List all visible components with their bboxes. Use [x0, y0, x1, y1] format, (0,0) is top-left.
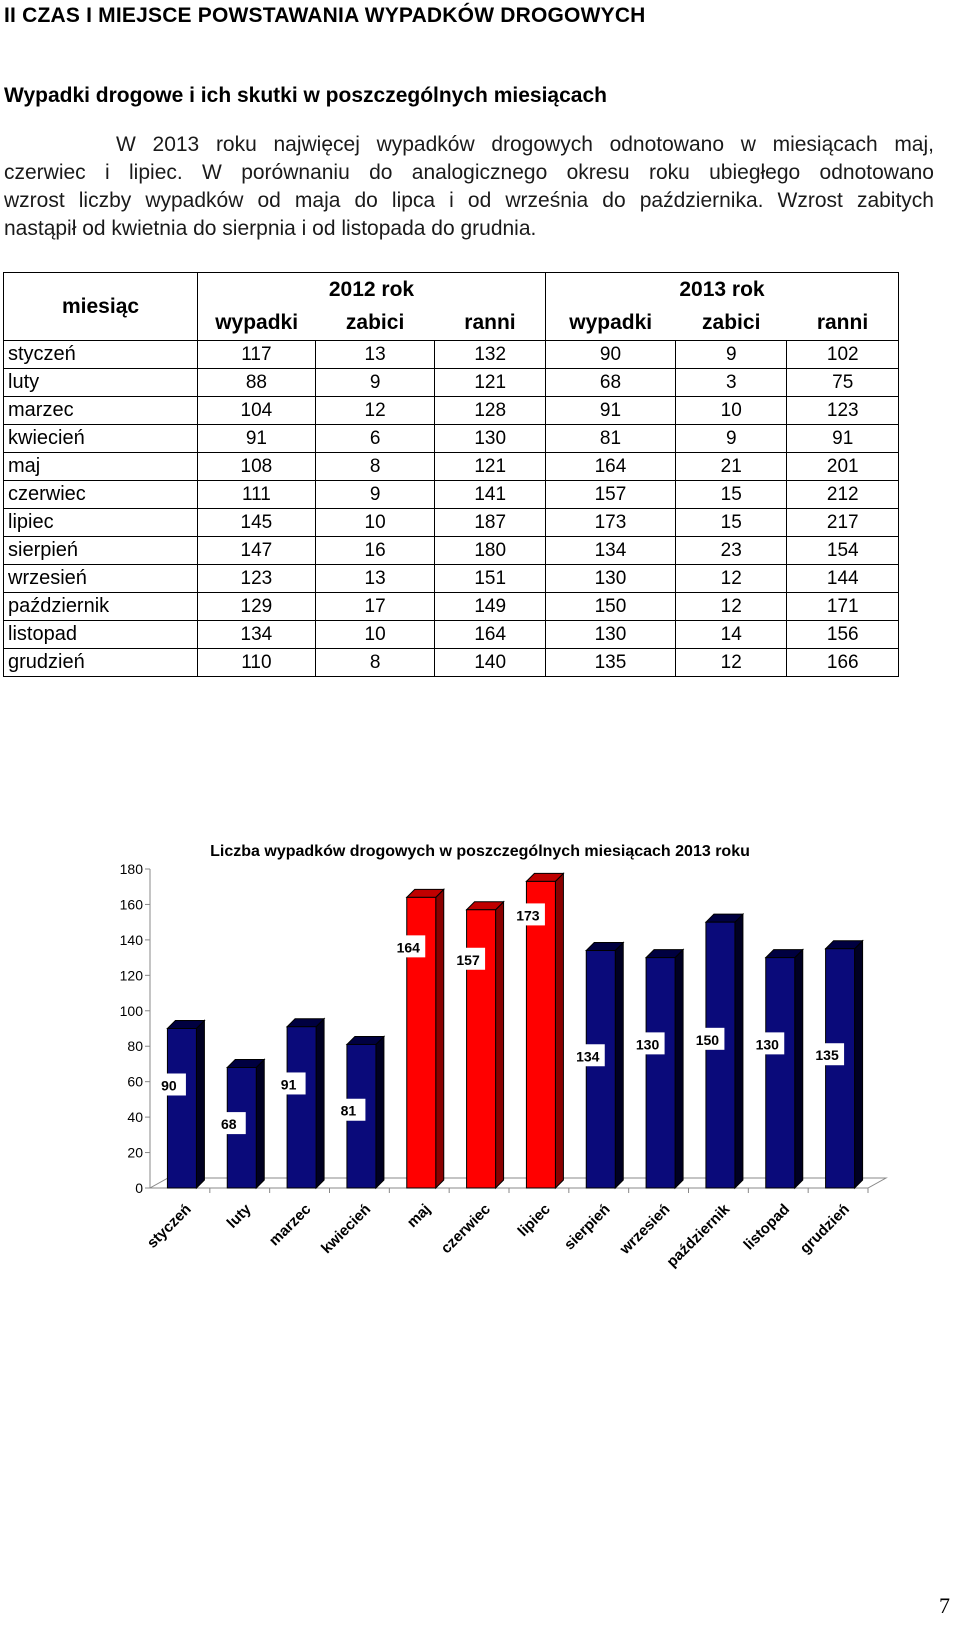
- y-tick-label: 0: [135, 1180, 143, 1196]
- value-cell: 144: [787, 565, 899, 593]
- paragraph-line: W 2013 roku najwięcej wypadków drogowych odnotowano w miesiącach maj,: [116, 133, 934, 156]
- bar: [167, 1029, 196, 1189]
- month-cell: lipiec: [4, 509, 198, 537]
- value-cell: 129: [198, 593, 316, 621]
- value-cell: 21: [675, 453, 786, 481]
- value-cell: 156: [787, 621, 899, 649]
- accidents-bar-chart: [0, 860, 960, 1300]
- month-header: miesiąc: [4, 273, 198, 341]
- bar: [586, 951, 615, 1188]
- value-cell: 3: [675, 369, 786, 397]
- bar-side: [855, 941, 863, 1188]
- month-cell: grudzień: [4, 649, 198, 677]
- data-label: 130: [755, 1036, 779, 1053]
- table-row: [4, 341, 899, 369]
- bar: [646, 958, 675, 1188]
- bar-side: [735, 914, 743, 1188]
- table-row: [4, 369, 899, 397]
- value-cell: 91: [198, 425, 316, 453]
- value-cell: 15: [675, 481, 786, 509]
- value-cell: 123: [787, 397, 899, 425]
- x-category-label: czerwiec: [437, 1200, 494, 1258]
- value-cell: 130: [545, 565, 675, 593]
- value-cell: 10: [315, 621, 435, 649]
- value-cell: 121: [435, 453, 545, 481]
- bar: [526, 881, 555, 1188]
- value-cell: 121: [435, 369, 545, 397]
- data-label: 173: [516, 907, 540, 924]
- value-cell: 15: [675, 509, 786, 537]
- value-cell: 14: [675, 621, 786, 649]
- value-cell: 171: [787, 593, 899, 621]
- value-cell: 12: [315, 397, 435, 425]
- value-cell: 12: [675, 565, 786, 593]
- col-header: zabici: [675, 307, 786, 341]
- x-category-label: wrzesień: [616, 1200, 674, 1258]
- value-cell: 130: [435, 425, 545, 453]
- value-cell: 134: [198, 621, 316, 649]
- value-cell: 6: [315, 425, 435, 453]
- x-category-label: marzec: [265, 1200, 315, 1250]
- data-label: 81: [340, 1102, 357, 1119]
- value-cell: 134: [545, 537, 675, 565]
- value-cell: 9: [675, 425, 786, 453]
- data-label: 90: [161, 1077, 177, 1094]
- bar: [706, 922, 735, 1188]
- x-category-label: grudzień: [796, 1200, 853, 1258]
- year-2012-header: 2012 rok: [198, 273, 546, 307]
- value-cell: 145: [198, 509, 316, 537]
- year-2013-header: 2013 rok: [545, 273, 898, 307]
- col-header: ranni: [435, 307, 545, 341]
- month-cell: kwiecień: [4, 425, 198, 453]
- section-title: II CZAS I MIEJSCE POWSTAWANIA WYPADKÓW DROGOWYCH: [4, 4, 646, 27]
- value-cell: 75: [787, 369, 899, 397]
- bar-side: [316, 1019, 324, 1188]
- y-tick-label: 120: [119, 967, 143, 984]
- value-cell: 212: [787, 481, 899, 509]
- value-cell: 68: [545, 369, 675, 397]
- value-cell: 111: [198, 481, 316, 509]
- table-row: [4, 537, 899, 565]
- month-cell: styczeń: [4, 341, 198, 369]
- bar-side: [615, 943, 623, 1188]
- y-tick-label: 180: [119, 861, 143, 877]
- value-cell: 9: [315, 369, 435, 397]
- month-cell: maj: [4, 453, 198, 481]
- x-category-label: lipiec: [514, 1200, 554, 1240]
- value-cell: 187: [435, 509, 545, 537]
- bar: [826, 949, 855, 1188]
- data-label: 164: [396, 939, 420, 956]
- bar-side: [496, 902, 504, 1188]
- value-cell: 10: [315, 509, 435, 537]
- col-header: ranni: [787, 307, 899, 341]
- value-cell: 110: [198, 649, 316, 677]
- subtitle: Wypadki drogowe i ich skutki w poszczególnych miesiącach: [4, 84, 607, 107]
- value-cell: 217: [787, 509, 899, 537]
- accidents-table: [3, 272, 899, 677]
- value-cell: 9: [315, 481, 435, 509]
- value-cell: 166: [787, 649, 899, 677]
- paragraph-line: nastąpił od kwietnia do sierpnia i od listopada do grudnia.: [4, 217, 537, 240]
- col-header: wypadki: [545, 307, 675, 341]
- paragraph-line: czerwiec i lipiec. W porównaniu do analogicznego okresu roku ubiegłego odnotowano: [4, 161, 934, 184]
- bar-side: [436, 889, 444, 1188]
- x-category-label: sierpień: [560, 1200, 614, 1254]
- month-cell: luty: [4, 369, 198, 397]
- value-cell: 147: [198, 537, 316, 565]
- data-label: 134: [576, 1048, 600, 1065]
- x-category-label: luty: [223, 1200, 255, 1232]
- value-cell: 104: [198, 397, 316, 425]
- value-cell: 12: [675, 649, 786, 677]
- value-cell: 13: [315, 565, 435, 593]
- value-cell: 141: [435, 481, 545, 509]
- table-row: [4, 509, 899, 537]
- value-cell: 123: [198, 565, 316, 593]
- bar-side: [675, 950, 683, 1188]
- table-row: [4, 593, 899, 621]
- intro-paragraph: [4, 131, 934, 243]
- x-category-label: listopad: [740, 1200, 794, 1254]
- bar: [766, 958, 795, 1188]
- y-tick-label: 20: [127, 1144, 143, 1161]
- value-cell: 10: [675, 397, 786, 425]
- month-cell: wrzesień: [4, 565, 198, 593]
- value-cell: 8: [315, 649, 435, 677]
- bar-side: [196, 1021, 204, 1189]
- value-cell: 117: [198, 341, 316, 369]
- value-cell: 164: [545, 453, 675, 481]
- month-cell: sierpień: [4, 537, 198, 565]
- value-cell: 149: [435, 593, 545, 621]
- x-category-label: październik: [663, 1200, 734, 1271]
- bar-side: [555, 873, 563, 1188]
- col-header: zabici: [315, 307, 435, 341]
- value-cell: 88: [198, 369, 316, 397]
- value-cell: 91: [545, 397, 675, 425]
- y-tick-label: 80: [127, 1038, 143, 1055]
- bar-side: [376, 1036, 384, 1188]
- x-category-label: styczeń: [143, 1200, 195, 1252]
- value-cell: 173: [545, 509, 675, 537]
- value-cell: 90: [545, 341, 675, 369]
- paragraph-line: wzrost liczby wypadków od maja do lipca i od września do października. Wzrost zabitych: [4, 189, 934, 212]
- value-cell: 8: [315, 453, 435, 481]
- table-row: [4, 397, 899, 425]
- y-tick-label: 60: [127, 1073, 143, 1090]
- value-cell: 17: [315, 593, 435, 621]
- value-cell: 12: [675, 593, 786, 621]
- data-label: 157: [456, 951, 480, 968]
- data-label: 150: [695, 1031, 720, 1048]
- table-row: [4, 565, 899, 593]
- bar-side: [795, 950, 803, 1188]
- table-row: [4, 481, 899, 509]
- data-label: 130: [635, 1036, 660, 1053]
- bar-side: [256, 1059, 264, 1188]
- y-tick-label: 160: [119, 896, 143, 913]
- y-tick-label: 100: [119, 1002, 143, 1019]
- chart-title: Liczba wypadków drogowych w poszczególnych miesiącach 2013 roku: [210, 843, 750, 860]
- data-label: 68: [220, 1116, 237, 1133]
- data-label: 135: [815, 1047, 839, 1064]
- col-header: wypadki: [198, 307, 316, 341]
- x-category-label: kwiecień: [317, 1200, 375, 1258]
- value-cell: 9: [675, 341, 786, 369]
- x-category-label: maj: [403, 1200, 435, 1232]
- month-cell: październik: [4, 593, 198, 621]
- value-cell: 81: [545, 425, 675, 453]
- value-cell: 201: [787, 453, 899, 481]
- value-cell: 154: [787, 537, 899, 565]
- table-row: [4, 453, 899, 481]
- value-cell: 180: [435, 537, 545, 565]
- value-cell: 13: [315, 341, 435, 369]
- month-cell: czerwiec: [4, 481, 198, 509]
- table-row: [4, 649, 899, 677]
- value-cell: 151: [435, 565, 545, 593]
- value-cell: 150: [545, 593, 675, 621]
- y-tick-label: 140: [119, 931, 143, 948]
- month-cell: marzec: [4, 397, 198, 425]
- value-cell: 91: [787, 425, 899, 453]
- value-cell: 102: [787, 341, 899, 369]
- value-cell: 140: [435, 649, 545, 677]
- value-cell: 164: [435, 621, 545, 649]
- value-cell: 16: [315, 537, 435, 565]
- bar: [287, 1027, 316, 1188]
- value-cell: 130: [545, 621, 675, 649]
- table-row: [4, 425, 899, 453]
- table-row: [4, 621, 899, 649]
- value-cell: 135: [545, 649, 675, 677]
- data-label: 91: [280, 1076, 297, 1093]
- value-cell: 23: [675, 537, 786, 565]
- page-number: 7: [939, 1593, 950, 1618]
- value-cell: 132: [435, 341, 545, 369]
- value-cell: 108: [198, 453, 316, 481]
- month-cell: listopad: [4, 621, 198, 649]
- value-cell: 128: [435, 397, 545, 425]
- y-tick-label: 40: [127, 1109, 143, 1126]
- value-cell: 157: [545, 481, 675, 509]
